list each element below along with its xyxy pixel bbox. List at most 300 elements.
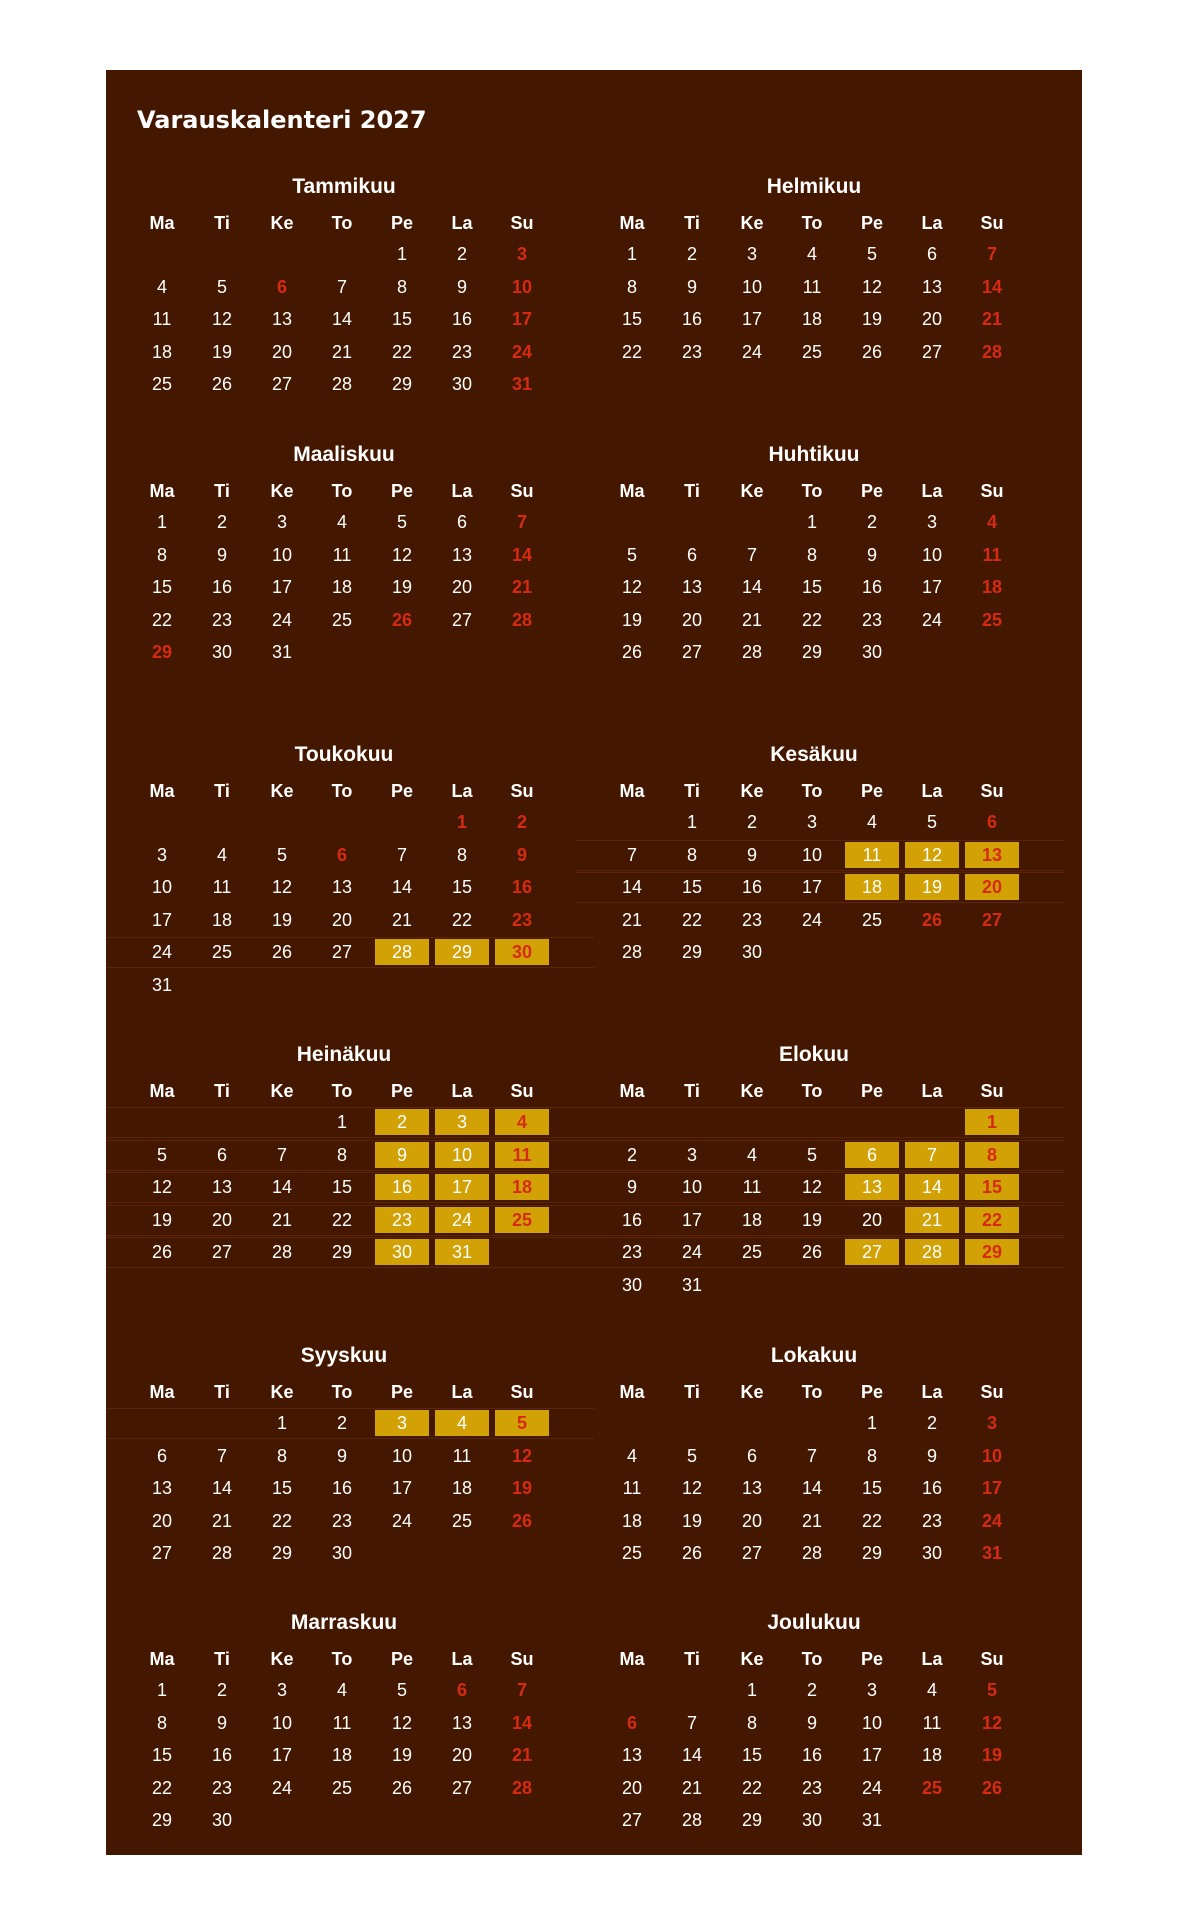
- day-cell[interactable]: 25: [921, 1777, 943, 1798]
- day-cell[interactable]: 11: [742, 1177, 762, 1198]
- day-cell[interactable]: 30: [211, 1810, 233, 1831]
- day-cell[interactable]: 17: [921, 577, 943, 598]
- day-cell[interactable]: 23: [741, 909, 763, 930]
- day-cell[interactable]: 27: [331, 942, 353, 963]
- day-cell[interactable]: 7: [516, 512, 527, 532]
- day-cell[interactable]: 21: [511, 1745, 533, 1766]
- day-cell[interactable]: 24: [921, 609, 943, 630]
- day-cell[interactable]: 2: [746, 812, 757, 832]
- day-cell[interactable]: 27: [451, 609, 473, 630]
- day-cell[interactable]: 24: [271, 609, 293, 630]
- day-cell[interactable]: 10: [681, 1177, 703, 1198]
- day-cell[interactable]: 28: [211, 1543, 233, 1564]
- booked-day-cell[interactable]: 20: [965, 874, 1019, 900]
- day-cell[interactable]: 6: [986, 812, 997, 832]
- day-cell[interactable]: 11: [802, 276, 822, 297]
- booked-day-cell[interactable]: 1: [965, 1109, 1019, 1135]
- day-cell[interactable]: 29: [681, 942, 703, 963]
- day-cell[interactable]: 19: [981, 1745, 1003, 1766]
- day-cell[interactable]: 19: [801, 1209, 823, 1230]
- day-cell[interactable]: 26: [981, 1777, 1003, 1798]
- day-cell[interactable]: 17: [801, 877, 823, 898]
- booked-day-cell[interactable]: 10: [435, 1142, 489, 1168]
- day-cell[interactable]: 27: [741, 1543, 763, 1564]
- day-cell[interactable]: 18: [211, 909, 233, 930]
- day-cell[interactable]: 20: [331, 909, 353, 930]
- day-cell[interactable]: 22: [681, 909, 703, 930]
- day-cell[interactable]: 3: [926, 512, 937, 532]
- day-cell[interactable]: 3: [866, 1680, 877, 1700]
- day-cell[interactable]: 15: [621, 309, 643, 330]
- day-cell[interactable]: 8: [806, 544, 817, 565]
- day-cell[interactable]: 19: [271, 909, 293, 930]
- day-cell[interactable]: 7: [276, 1144, 287, 1165]
- day-cell[interactable]: 24: [981, 1510, 1003, 1531]
- day-cell[interactable]: 28: [331, 374, 353, 395]
- day-cell[interactable]: 19: [621, 609, 643, 630]
- day-cell[interactable]: 16: [451, 309, 473, 330]
- day-cell[interactable]: 28: [271, 1242, 293, 1263]
- day-cell[interactable]: 8: [156, 1712, 167, 1733]
- day-cell[interactable]: 12: [511, 1445, 533, 1466]
- day-cell[interactable]: 5: [686, 1445, 697, 1466]
- day-cell[interactable]: 20: [621, 1777, 643, 1798]
- day-cell[interactable]: 30: [331, 1543, 353, 1564]
- day-cell[interactable]: 5: [216, 276, 227, 297]
- day-cell[interactable]: 8: [456, 844, 467, 865]
- day-cell[interactable]: 10: [511, 276, 533, 297]
- day-cell[interactable]: 19: [151, 1209, 173, 1230]
- day-cell[interactable]: 25: [331, 1777, 353, 1798]
- booked-day-cell[interactable]: 24: [435, 1207, 489, 1233]
- booked-day-cell[interactable]: 6: [845, 1142, 899, 1168]
- day-cell[interactable]: 14: [511, 1712, 533, 1733]
- day-cell[interactable]: 5: [866, 244, 877, 264]
- day-cell[interactable]: 14: [391, 877, 413, 898]
- day-cell[interactable]: 1: [156, 512, 167, 532]
- day-cell[interactable]: 9: [806, 1712, 817, 1733]
- day-cell[interactable]: 2: [926, 1413, 937, 1433]
- day-cell[interactable]: 7: [336, 276, 347, 297]
- day-cell[interactable]: 9: [216, 1712, 227, 1733]
- day-cell[interactable]: 29: [741, 1810, 763, 1831]
- day-cell[interactable]: 24: [801, 909, 823, 930]
- day-cell[interactable]: 20: [151, 1510, 173, 1531]
- day-cell[interactable]: 6: [456, 1680, 467, 1700]
- day-cell[interactable]: 8: [686, 844, 697, 865]
- day-cell[interactable]: 17: [511, 309, 533, 330]
- day-cell[interactable]: 13: [451, 544, 473, 565]
- booked-day-cell[interactable]: 13: [845, 1174, 899, 1200]
- booked-day-cell[interactable]: 11: [845, 842, 899, 868]
- day-cell[interactable]: 14: [271, 1177, 293, 1198]
- day-cell[interactable]: 28: [511, 1777, 533, 1798]
- day-cell[interactable]: 1: [746, 1680, 757, 1700]
- day-cell[interactable]: 3: [276, 512, 287, 532]
- day-cell[interactable]: 30: [861, 642, 883, 663]
- day-cell[interactable]: 20: [451, 577, 473, 598]
- day-cell[interactable]: 10: [861, 1712, 883, 1733]
- day-cell[interactable]: 18: [801, 309, 823, 330]
- day-cell[interactable]: 22: [741, 1777, 763, 1798]
- booked-day-cell[interactable]: 7: [905, 1142, 959, 1168]
- day-cell[interactable]: 1: [806, 512, 817, 532]
- day-cell[interactable]: 5: [986, 1680, 997, 1700]
- day-cell[interactable]: 4: [626, 1445, 637, 1466]
- day-cell[interactable]: 10: [151, 877, 173, 898]
- day-cell[interactable]: 4: [986, 512, 997, 532]
- day-cell[interactable]: 4: [926, 1680, 937, 1700]
- day-cell[interactable]: 6: [156, 1445, 167, 1466]
- day-cell[interactable]: 10: [271, 1712, 293, 1733]
- day-cell[interactable]: 30: [741, 942, 763, 963]
- day-cell[interactable]: 22: [151, 609, 173, 630]
- day-cell[interactable]: 20: [211, 1209, 233, 1230]
- booked-day-cell[interactable]: 28: [905, 1239, 959, 1265]
- day-cell[interactable]: 5: [396, 512, 407, 532]
- day-cell[interactable]: 29: [151, 1810, 173, 1831]
- day-cell[interactable]: 8: [336, 1144, 347, 1165]
- day-cell[interactable]: 21: [681, 1777, 703, 1798]
- day-cell[interactable]: 10: [391, 1445, 413, 1466]
- day-cell[interactable]: 16: [621, 1209, 643, 1230]
- day-cell[interactable]: 31: [861, 1810, 883, 1831]
- day-cell[interactable]: 6: [336, 844, 347, 865]
- day-cell[interactable]: 28: [511, 609, 533, 630]
- booked-day-cell[interactable]: 29: [965, 1239, 1019, 1265]
- day-cell[interactable]: 25: [331, 609, 353, 630]
- day-cell[interactable]: 26: [801, 1242, 823, 1263]
- booked-day-cell[interactable]: 3: [375, 1410, 429, 1436]
- day-cell[interactable]: 20: [741, 1510, 763, 1531]
- day-cell[interactable]: 30: [801, 1810, 823, 1831]
- day-cell[interactable]: 28: [741, 642, 763, 663]
- booked-day-cell[interactable]: 3: [435, 1109, 489, 1135]
- day-cell[interactable]: 20: [921, 309, 943, 330]
- day-cell[interactable]: 9: [336, 1445, 347, 1466]
- day-cell[interactable]: 9: [926, 1445, 937, 1466]
- booked-day-cell[interactable]: 14: [905, 1174, 959, 1200]
- day-cell[interactable]: 19: [391, 577, 413, 598]
- day-cell[interactable]: 2: [216, 512, 227, 532]
- day-cell[interactable]: 16: [211, 1745, 233, 1766]
- day-cell[interactable]: 29: [331, 1242, 353, 1263]
- day-cell[interactable]: 28: [621, 942, 643, 963]
- day-cell[interactable]: 28: [801, 1543, 823, 1564]
- day-cell[interactable]: 13: [271, 309, 293, 330]
- day-cell[interactable]: 12: [151, 1177, 173, 1198]
- day-cell[interactable]: 23: [621, 1242, 643, 1263]
- day-cell[interactable]: 27: [681, 642, 703, 663]
- day-cell[interactable]: 5: [926, 812, 937, 832]
- day-cell[interactable]: 1: [866, 1413, 877, 1433]
- day-cell[interactable]: 7: [986, 244, 997, 264]
- booked-day-cell[interactable]: 8: [965, 1142, 1019, 1168]
- day-cell[interactable]: 4: [336, 512, 347, 532]
- day-cell[interactable]: 20: [451, 1745, 473, 1766]
- day-cell[interactable]: 14: [741, 577, 763, 598]
- day-cell[interactable]: 22: [331, 1209, 353, 1230]
- day-cell[interactable]: 12: [391, 1712, 413, 1733]
- day-cell[interactable]: 15: [741, 1745, 763, 1766]
- booked-day-cell[interactable]: 25: [495, 1207, 549, 1233]
- day-cell[interactable]: 5: [396, 1680, 407, 1700]
- day-cell[interactable]: 4: [336, 1680, 347, 1700]
- day-cell[interactable]: 12: [801, 1177, 823, 1198]
- day-cell[interactable]: 11: [622, 1478, 642, 1499]
- day-cell[interactable]: 22: [271, 1510, 293, 1531]
- day-cell[interactable]: 16: [741, 877, 763, 898]
- day-cell[interactable]: 23: [211, 1777, 233, 1798]
- day-cell[interactable]: 7: [686, 1712, 697, 1733]
- day-cell[interactable]: 8: [866, 1445, 877, 1466]
- day-cell[interactable]: 25: [981, 609, 1003, 630]
- day-cell[interactable]: 1: [276, 1413, 287, 1433]
- booked-day-cell[interactable]: 27: [845, 1239, 899, 1265]
- day-cell[interactable]: 31: [981, 1543, 1003, 1564]
- day-cell[interactable]: 2: [336, 1413, 347, 1433]
- day-cell[interactable]: 6: [746, 1445, 757, 1466]
- day-cell[interactable]: 14: [981, 276, 1003, 297]
- day-cell[interactable]: 16: [331, 1478, 353, 1499]
- day-cell[interactable]: 24: [151, 942, 173, 963]
- day-cell[interactable]: 18: [331, 577, 353, 598]
- day-cell[interactable]: 13: [451, 1712, 473, 1733]
- day-cell[interactable]: 23: [801, 1777, 823, 1798]
- day-cell[interactable]: 15: [151, 577, 173, 598]
- day-cell[interactable]: 25: [451, 1510, 473, 1531]
- day-cell[interactable]: 12: [271, 877, 293, 898]
- day-cell[interactable]: 6: [686, 544, 697, 565]
- booked-day-cell[interactable]: 12: [905, 842, 959, 868]
- day-cell[interactable]: 23: [451, 341, 473, 362]
- day-cell[interactable]: 4: [746, 1144, 757, 1165]
- day-cell[interactable]: 5: [626, 544, 637, 565]
- day-cell[interactable]: 18: [741, 1209, 763, 1230]
- day-cell[interactable]: 13: [151, 1478, 173, 1499]
- day-cell[interactable]: 18: [451, 1478, 473, 1499]
- day-cell[interactable]: 12: [391, 544, 413, 565]
- day-cell[interactable]: 16: [681, 309, 703, 330]
- day-cell[interactable]: 8: [746, 1712, 757, 1733]
- day-cell[interactable]: 14: [801, 1478, 823, 1499]
- day-cell[interactable]: 18: [981, 577, 1003, 598]
- day-cell[interactable]: 9: [626, 1177, 637, 1198]
- day-cell[interactable]: 23: [211, 609, 233, 630]
- day-cell[interactable]: 20: [681, 609, 703, 630]
- day-cell[interactable]: 14: [211, 1478, 233, 1499]
- day-cell[interactable]: 20: [861, 1209, 883, 1230]
- day-cell[interactable]: 4: [806, 244, 817, 264]
- booked-day-cell[interactable]: 17: [435, 1174, 489, 1200]
- day-cell[interactable]: 18: [151, 341, 173, 362]
- day-cell[interactable]: 1: [396, 244, 407, 264]
- day-cell[interactable]: 17: [271, 577, 293, 598]
- day-cell[interactable]: 9: [866, 544, 877, 565]
- booked-day-cell[interactable]: 30: [375, 1239, 429, 1265]
- day-cell[interactable]: 14: [511, 544, 533, 565]
- booked-day-cell[interactable]: 13: [965, 842, 1019, 868]
- day-cell[interactable]: 11: [922, 1712, 942, 1733]
- day-cell[interactable]: 21: [981, 309, 1003, 330]
- booked-day-cell[interactable]: 28: [375, 939, 429, 965]
- day-cell[interactable]: 21: [511, 577, 533, 598]
- day-cell[interactable]: 21: [211, 1510, 233, 1531]
- day-cell[interactable]: 24: [391, 1510, 413, 1531]
- day-cell[interactable]: 27: [621, 1810, 643, 1831]
- day-cell[interactable]: 26: [211, 374, 233, 395]
- day-cell[interactable]: 22: [391, 341, 413, 362]
- day-cell[interactable]: 15: [681, 877, 703, 898]
- day-cell[interactable]: 1: [686, 812, 697, 832]
- day-cell[interactable]: 15: [151, 1745, 173, 1766]
- day-cell[interactable]: 27: [211, 1242, 233, 1263]
- day-cell[interactable]: 26: [621, 642, 643, 663]
- day-cell[interactable]: 26: [391, 609, 413, 630]
- day-cell[interactable]: 3: [806, 812, 817, 832]
- day-cell[interactable]: 26: [151, 1242, 173, 1263]
- day-cell[interactable]: 10: [741, 276, 763, 297]
- day-cell[interactable]: 11: [982, 544, 1002, 565]
- day-cell[interactable]: 15: [861, 1478, 883, 1499]
- booked-day-cell[interactable]: 31: [435, 1239, 489, 1265]
- day-cell[interactable]: 17: [861, 1745, 883, 1766]
- day-cell[interactable]: 8: [396, 276, 407, 297]
- day-cell[interactable]: 3: [986, 1413, 997, 1433]
- day-cell[interactable]: 13: [921, 276, 943, 297]
- day-cell[interactable]: 9: [746, 844, 757, 865]
- day-cell[interactable]: 27: [921, 341, 943, 362]
- day-cell[interactable]: 27: [981, 909, 1003, 930]
- day-cell[interactable]: 3: [156, 844, 167, 865]
- booked-day-cell[interactable]: 18: [495, 1174, 549, 1200]
- day-cell[interactable]: 21: [801, 1510, 823, 1531]
- day-cell[interactable]: 27: [271, 374, 293, 395]
- day-cell[interactable]: 19: [511, 1478, 533, 1499]
- day-cell[interactable]: 5: [156, 1144, 167, 1165]
- day-cell[interactable]: 15: [331, 1177, 353, 1198]
- day-cell[interactable]: 4: [866, 812, 877, 832]
- booked-day-cell[interactable]: 30: [495, 939, 549, 965]
- day-cell[interactable]: 4: [156, 276, 167, 297]
- day-cell[interactable]: 30: [211, 642, 233, 663]
- day-cell[interactable]: 22: [861, 1510, 883, 1531]
- day-cell[interactable]: 17: [391, 1478, 413, 1499]
- day-cell[interactable]: 25: [211, 942, 233, 963]
- day-cell[interactable]: 15: [391, 309, 413, 330]
- day-cell[interactable]: 2: [626, 1144, 637, 1165]
- day-cell[interactable]: 3: [686, 1144, 697, 1165]
- day-cell[interactable]: 2: [806, 1680, 817, 1700]
- day-cell[interactable]: 9: [216, 544, 227, 565]
- day-cell[interactable]: 19: [211, 341, 233, 362]
- day-cell[interactable]: 29: [801, 642, 823, 663]
- day-cell[interactable]: 26: [511, 1510, 533, 1531]
- day-cell[interactable]: 1: [156, 1680, 167, 1700]
- day-cell[interactable]: 15: [271, 1478, 293, 1499]
- day-cell[interactable]: 12: [681, 1478, 703, 1499]
- booked-day-cell[interactable]: 29: [435, 939, 489, 965]
- day-cell[interactable]: 26: [681, 1543, 703, 1564]
- day-cell[interactable]: 25: [741, 1242, 763, 1263]
- day-cell[interactable]: 13: [211, 1177, 233, 1198]
- day-cell[interactable]: 7: [626, 844, 637, 865]
- day-cell[interactable]: 25: [801, 341, 823, 362]
- day-cell[interactable]: 27: [151, 1543, 173, 1564]
- day-cell[interactable]: 24: [861, 1777, 883, 1798]
- day-cell[interactable]: 2: [516, 812, 527, 832]
- day-cell[interactable]: 19: [681, 1510, 703, 1531]
- day-cell[interactable]: 13: [741, 1478, 763, 1499]
- day-cell[interactable]: 16: [921, 1478, 943, 1499]
- booked-day-cell[interactable]: 9: [375, 1142, 429, 1168]
- day-cell[interactable]: 15: [451, 877, 473, 898]
- day-cell[interactable]: 3: [746, 244, 757, 264]
- day-cell[interactable]: 13: [331, 877, 353, 898]
- day-cell[interactable]: 19: [861, 309, 883, 330]
- day-cell[interactable]: 2: [216, 1680, 227, 1700]
- day-cell[interactable]: 8: [156, 544, 167, 565]
- day-cell[interactable]: 16: [801, 1745, 823, 1766]
- day-cell[interactable]: 13: [621, 1745, 643, 1766]
- booked-day-cell[interactable]: 5: [495, 1410, 549, 1436]
- booked-day-cell[interactable]: 19: [905, 874, 959, 900]
- day-cell[interactable]: 10: [981, 1445, 1003, 1466]
- day-cell[interactable]: 21: [621, 909, 643, 930]
- day-cell[interactable]: 7: [396, 844, 407, 865]
- day-cell[interactable]: 12: [861, 276, 883, 297]
- day-cell[interactable]: 12: [211, 309, 233, 330]
- booked-day-cell[interactable]: 21: [905, 1207, 959, 1233]
- booked-day-cell[interactable]: 11: [495, 1142, 549, 1168]
- day-cell[interactable]: 23: [331, 1510, 353, 1531]
- day-cell[interactable]: 23: [681, 341, 703, 362]
- day-cell[interactable]: 29: [861, 1543, 883, 1564]
- day-cell[interactable]: 22: [621, 341, 643, 362]
- day-cell[interactable]: 29: [151, 642, 173, 663]
- booked-day-cell[interactable]: 4: [435, 1410, 489, 1436]
- day-cell[interactable]: 11: [212, 877, 232, 898]
- day-cell[interactable]: 20: [271, 341, 293, 362]
- day-cell[interactable]: 22: [451, 909, 473, 930]
- day-cell[interactable]: 16: [211, 577, 233, 598]
- day-cell[interactable]: 21: [331, 341, 353, 362]
- day-cell[interactable]: 17: [741, 309, 763, 330]
- day-cell[interactable]: 2: [456, 244, 467, 264]
- day-cell[interactable]: 11: [332, 1712, 352, 1733]
- day-cell[interactable]: 1: [336, 1112, 347, 1132]
- day-cell[interactable]: 26: [861, 341, 883, 362]
- day-cell[interactable]: 6: [456, 512, 467, 532]
- day-cell[interactable]: 10: [271, 544, 293, 565]
- day-cell[interactable]: 2: [686, 244, 697, 264]
- day-cell[interactable]: 26: [921, 909, 943, 930]
- booked-day-cell[interactable]: 18: [845, 874, 899, 900]
- day-cell[interactable]: 31: [151, 975, 173, 995]
- day-cell[interactable]: 24: [681, 1242, 703, 1263]
- day-cell[interactable]: 13: [681, 577, 703, 598]
- day-cell[interactable]: 7: [806, 1445, 817, 1466]
- day-cell[interactable]: 16: [511, 877, 533, 898]
- day-cell[interactable]: 4: [216, 844, 227, 865]
- day-cell[interactable]: 31: [271, 642, 293, 663]
- day-cell[interactable]: 2: [866, 512, 877, 532]
- booked-day-cell[interactable]: 23: [375, 1207, 429, 1233]
- day-cell[interactable]: 24: [741, 341, 763, 362]
- day-cell[interactable]: 21: [391, 909, 413, 930]
- day-cell[interactable]: 24: [271, 1777, 293, 1798]
- booked-day-cell[interactable]: 16: [375, 1174, 429, 1200]
